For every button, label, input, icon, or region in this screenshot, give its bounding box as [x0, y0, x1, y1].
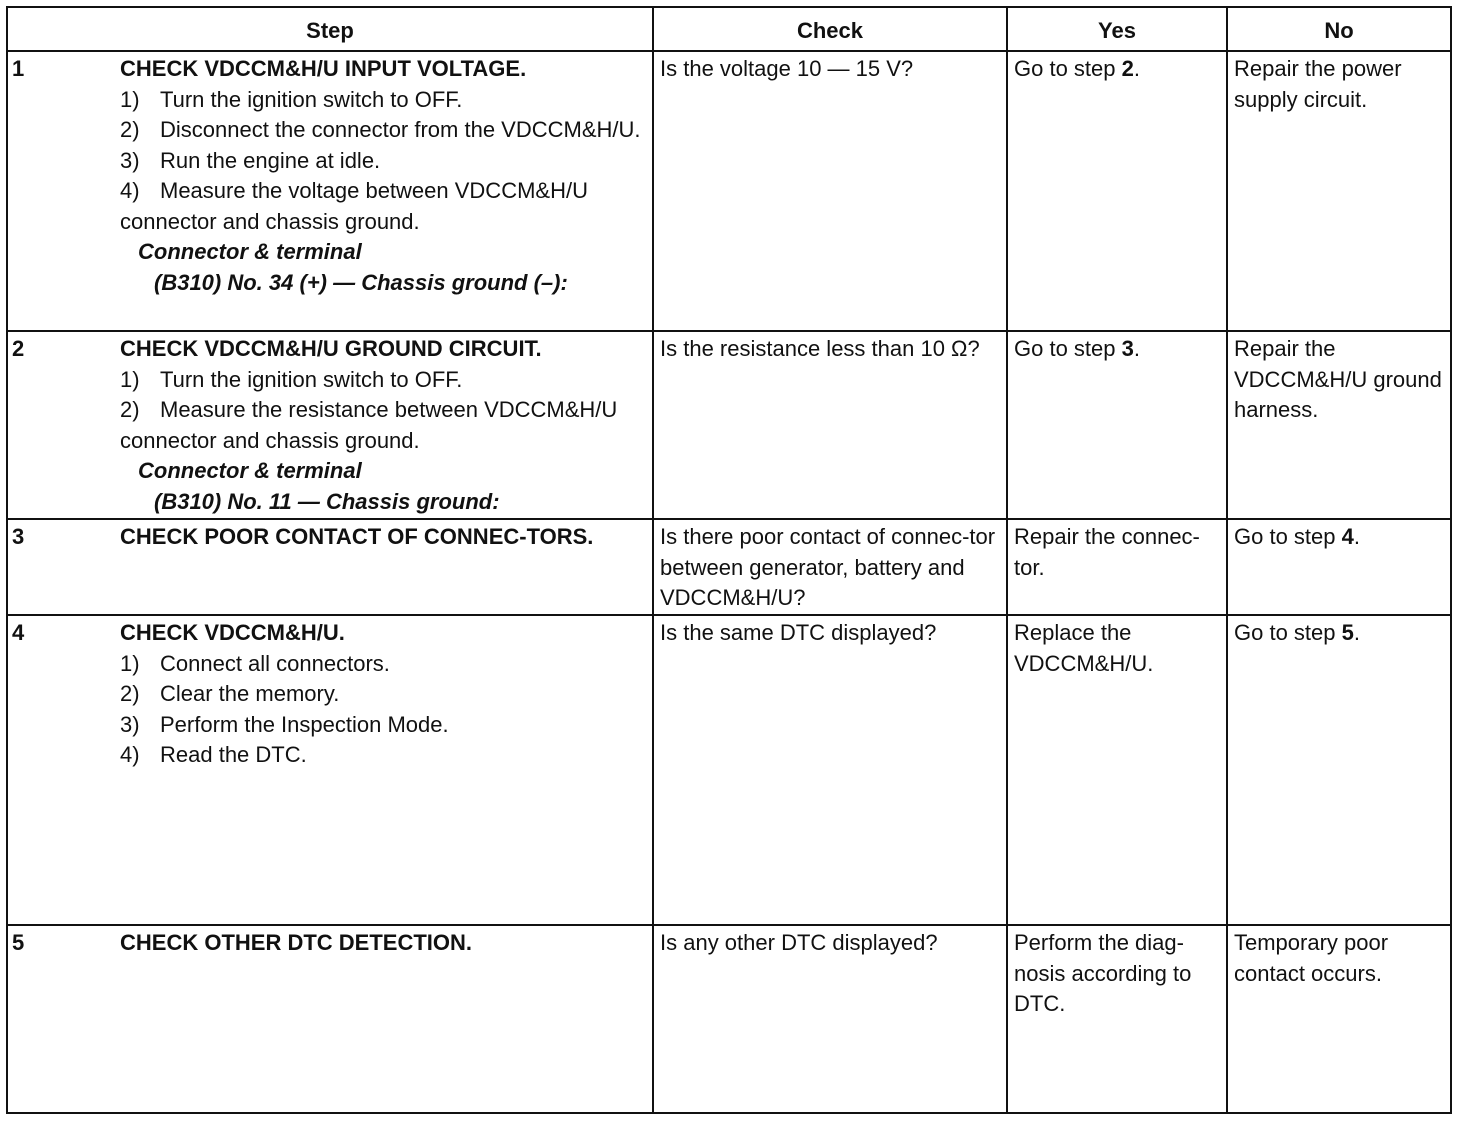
substep: 1) Turn the ignition switch to OFF.: [120, 366, 463, 392]
step-number: 2: [12, 336, 25, 361]
step-title: CHECK POOR CONTACT OF CONNEC-TORS.: [120, 524, 594, 549]
no-cell: Repair the VDCCM&H/U ground harness.: [1227, 331, 1451, 519]
spec-value: (B310) No. 34 (+) — Chassis ground (–):: [154, 269, 568, 295]
no-cell: Go to step 4.: [1227, 519, 1451, 615]
header-row: [7, 7, 1451, 51]
diagnostic-table: [6, 6, 1452, 1114]
check-cell: Is the voltage 10 — 15 V?: [653, 51, 1007, 331]
substep: 4) Measure the voltage between VDCCM&H/U connector and chassis ground.: [120, 178, 588, 234]
table-row: [7, 331, 1451, 519]
yes-cell: Repair the connec-tor.: [1007, 519, 1227, 615]
substep: 1) Connect all connectors.: [120, 650, 390, 676]
step-number: 5: [12, 930, 25, 955]
yes-cell: Perform the diag-nosis according to DTC.: [1007, 925, 1227, 1113]
substep: 4) Read the DTC.: [120, 742, 307, 767]
step-title: CHECK VDCCM&H/U GROUND CIRCUIT.: [120, 336, 542, 361]
check-cell: Is the same DTC displayed?: [653, 615, 1007, 925]
step-number: 1: [12, 56, 25, 81]
substep: 1) Turn the ignition switch to OFF.: [120, 86, 463, 112]
substep: 2) Clear the memory.: [120, 681, 340, 706]
check-cell: Is any other DTC displayed?: [653, 925, 1007, 1113]
step-title: CHECK OTHER DTC DETECTION.: [120, 930, 472, 955]
header-check: Check: [653, 7, 1007, 51]
step-cell: [7, 331, 653, 519]
substep: 2) Disconnect the connector from the VDCCM&H/U.: [120, 117, 641, 142]
substep: 3) Perform the Inspection Mode.: [120, 711, 449, 737]
table-row: [7, 615, 1451, 925]
substep: 3) Run the engine at idle.: [120, 147, 381, 173]
step-cell: [7, 925, 653, 1113]
spec-value: (B310) No. 11 — Chassis ground:: [154, 488, 500, 514]
table-row: [7, 51, 1451, 331]
yes-cell: Go to step 2.: [1007, 51, 1227, 331]
no-cell: Temporary poor contact occurs.: [1227, 925, 1451, 1113]
spec-label: Connector & terminal: [138, 239, 362, 264]
step-cell: [7, 615, 653, 925]
no-cell: Go to step 5.: [1227, 615, 1451, 925]
header-yes: Yes: [1007, 7, 1227, 51]
check-cell: Is there poor contact of connec-tor between generator, battery and VDCCM&H/U?: [653, 519, 1007, 615]
step-title: CHECK VDCCM&H/U.: [120, 620, 345, 645]
table-row: [7, 925, 1451, 1113]
step-number: 3: [12, 524, 25, 549]
yes-cell: Go to step 3.: [1007, 331, 1227, 519]
substep: 2) Measure the resistance between VDCCM&H/U connector and chassis ground.: [120, 397, 618, 453]
step-title: CHECK VDCCM&H/U INPUT VOLTAGE.: [120, 56, 527, 81]
table-row: [7, 519, 1451, 615]
step-cell: [7, 519, 653, 615]
header-no: No: [1227, 7, 1451, 51]
step-cell: [7, 51, 653, 331]
spec-label: Connector & terminal: [138, 458, 362, 483]
yes-cell: Replace the VDCCM&H/U.: [1007, 615, 1227, 925]
check-cell: Is the resistance less than 10 Ω?: [653, 331, 1007, 519]
step-number: 4: [12, 620, 25, 645]
header-step: Step: [7, 7, 653, 51]
no-cell: Repair the power supply circuit.: [1227, 51, 1451, 331]
